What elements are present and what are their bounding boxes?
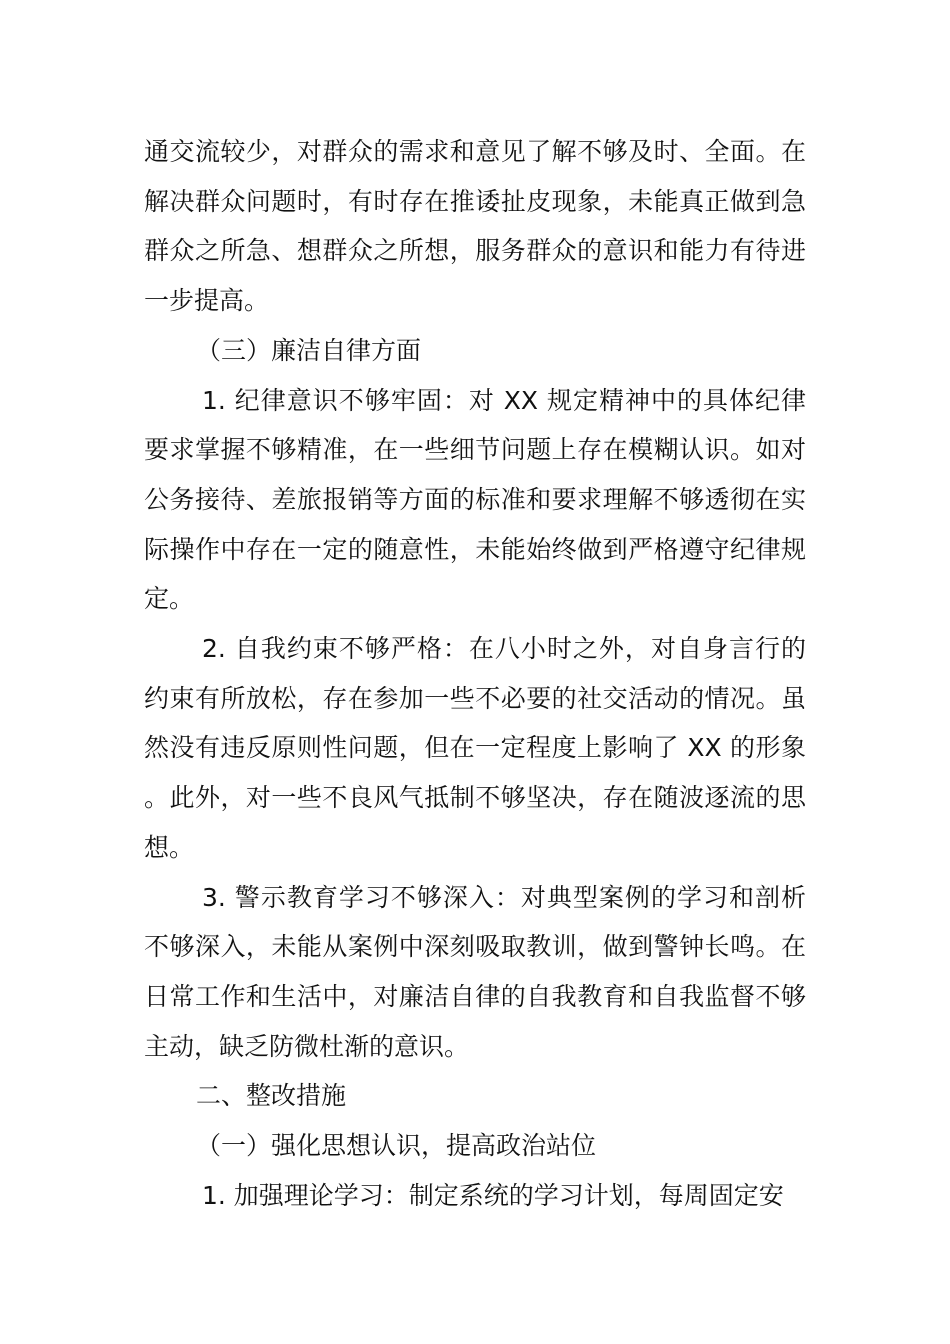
- list-item-jilv-yishi: 1. 纪律意识不够牢固：对 XX 规定精神中的具体纪律要求掌握不够精准，在一些细节问题上存在模糊认识。如对公务接待、差旅报销等方面的标准和要求理解不够透彻在实际操作中存在一定的随意性，未能始终做到严格遵守纪律规定。: [144, 385, 806, 614]
- list-item-lilun-xuexi: 1. 加强理论学习：制定系统的学习计划，每周固定安: [202, 1180, 784, 1210]
- list-item-ziwo-yueshu: 2. 自我约束不够严格：在八小时之外，对自身言行的约束有所放松，存在参加一些不必要的社交活动的情况。虽然没有违反原则性问题，但在一定程度上影响了 XX 的形象。此外，对一些不良风气抵制不够坚决，存在随波逐流的思想。: [144, 634, 806, 862]
- section-heading-lianjie-zilv: （三）廉洁自律方面: [196, 335, 422, 365]
- list-item-jingshi-jiaoyu: 3. 警示教育学习不够深入：对典型案例的学习和剖析不够深入，未能从案例中深刻吸取教训，做到警钟长鸣。在日常工作和生活中，对廉洁自律的自我教育和自我监督不够主动，缺乏防微杜渐的意识。: [144, 882, 806, 1061]
- section-heading-zhenggai-cuoshi: 二、整改措施: [196, 1081, 347, 1111]
- paragraph-continuation: 通交流较少，对群众的需求和意见了解不够及时、全面。在解决群众问题时，有时存在推诿扯皮现象，未能真正做到急群众之所急、想群众之所想，服务群众的意识和能力有待进一步提高。: [144, 137, 806, 316]
- document-body: [144, 127, 806, 1220]
- subsection-heading-qianghua-sixiang: （一）强化思想认识，提高政治站位: [196, 1131, 597, 1161]
